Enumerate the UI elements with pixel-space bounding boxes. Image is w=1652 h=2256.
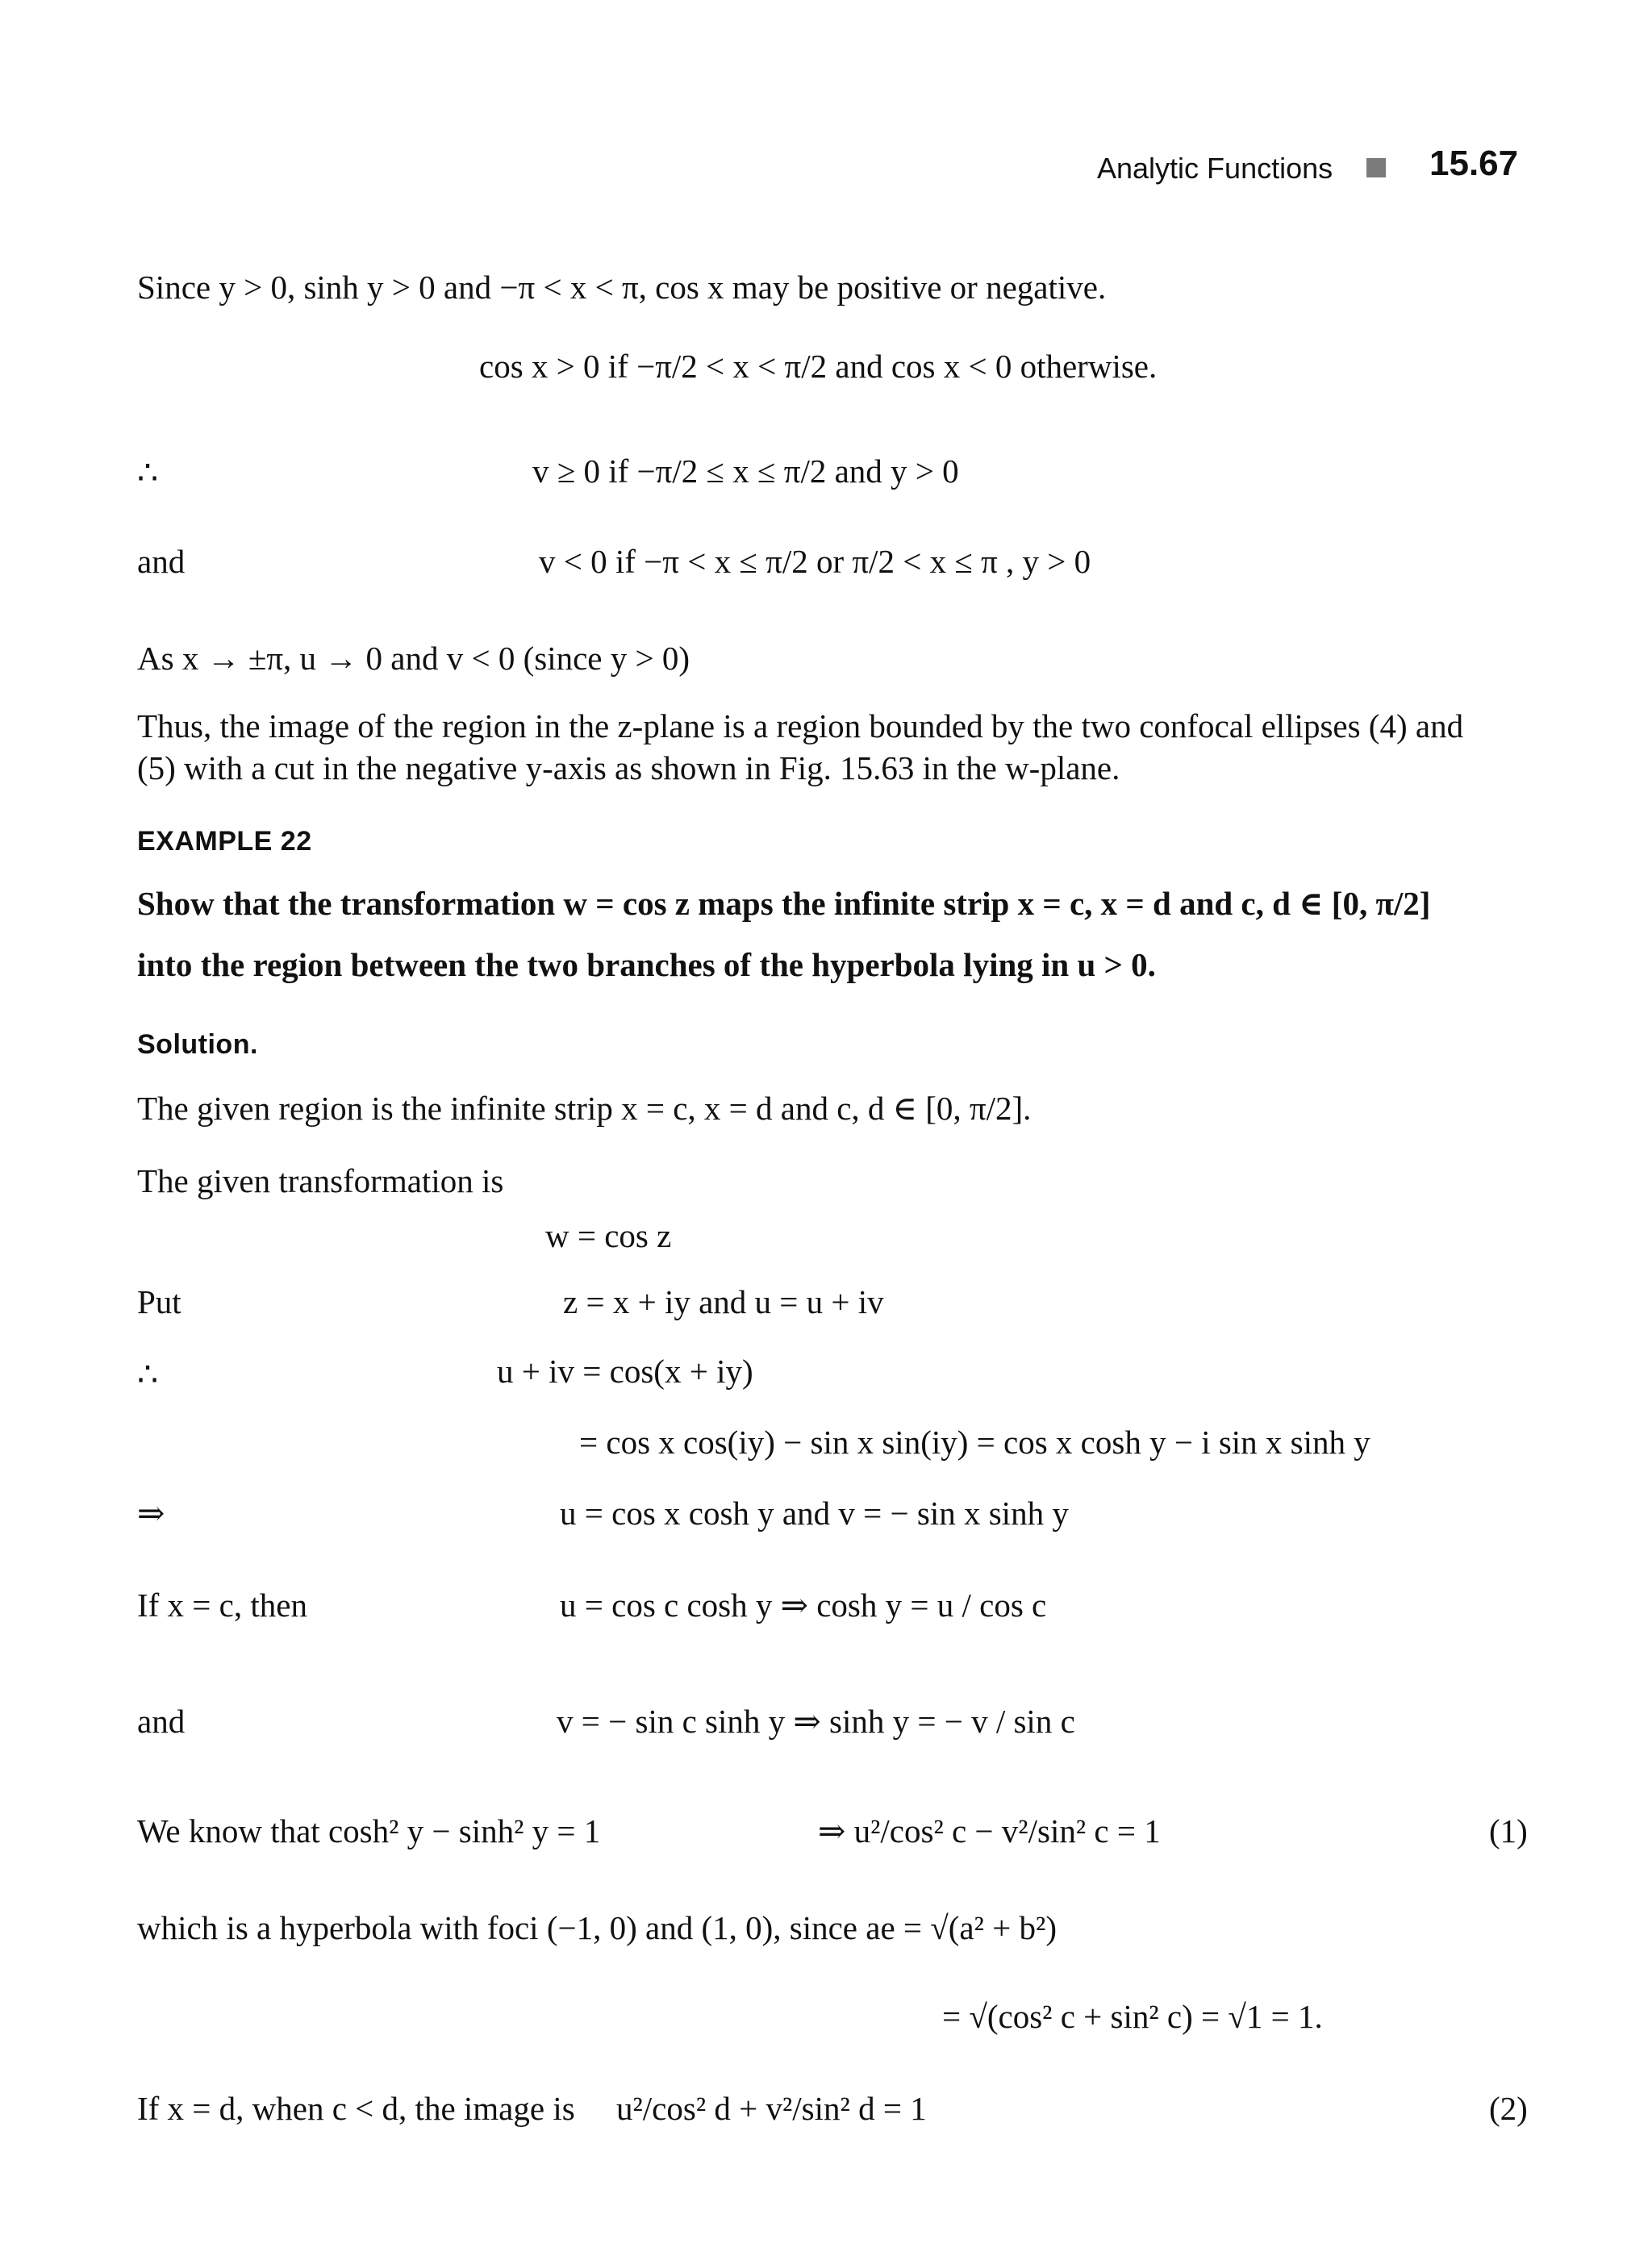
solution-label: Solution. xyxy=(137,1029,258,1060)
example-statement: into the region between the two branches of the hyperbola lying in u > 0. xyxy=(137,946,1156,983)
text-line: Since y > 0, sinh y > 0 and −π < x < π, cos x may be positive or negative. xyxy=(137,269,1107,306)
equation-line: w = cos z xyxy=(545,1217,672,1254)
equation-line: u²/cos² d + v²/sin² d = 1 xyxy=(616,2090,927,2127)
equation-line: u + iv = cos(x + iy) xyxy=(497,1353,753,1390)
and-label: and xyxy=(137,543,186,580)
identity-label: We know that cosh² y − sinh² y = 1 xyxy=(137,1812,601,1849)
equation-line: v < 0 if −π < x ≤ π/2 or π/2 < x ≤ π , y > 0 xyxy=(539,543,1091,580)
implies-label: ⇒ xyxy=(137,1495,165,1532)
and-label: and xyxy=(137,1703,186,1740)
text-line: The given region is the infinite strip x = c, x = d and c, d ∈ [0, π/2]. xyxy=(137,1090,1032,1127)
equation-number: (2) xyxy=(1489,2090,1528,2127)
text-line: which is a hyperbola with foci (−1, 0) and (1, 0), since ae = √(a² + b²) xyxy=(137,1909,1057,1946)
equation-line: u = cos c cosh y ⇒ cosh y = u / cos c xyxy=(560,1587,1047,1624)
condition-label: If x = c, then xyxy=(137,1587,307,1624)
page-number: 15.67 xyxy=(1429,144,1519,183)
equation-line: u = cos x cosh y and v = − sin x sinh y xyxy=(560,1495,1069,1532)
condition-label: If x = d, when c < d, the image is xyxy=(137,2090,575,2127)
example-statement: Show that the transformation w = cos z maps the infinite strip x = c, x = d and c, d ∈ [0, π/2] xyxy=(137,885,1431,922)
equation-number: (1) xyxy=(1489,1812,1528,1849)
text-line: (5) with a cut in the negative y-axis as shown in Fig. 15.63 in the w-plane. xyxy=(137,749,1120,786)
equation-line: ⇒ u²/cos² c − v²/sin² c = 1 xyxy=(818,1812,1161,1849)
text-line: As x → ±π, u → 0 and v < 0 (since y > 0) xyxy=(137,640,690,677)
equation-line: = √(cos² c + sin² c) = √1 = 1. xyxy=(942,1998,1323,2035)
therefore-label: ∴ xyxy=(137,1356,159,1393)
example-label: EXAMPLE 22 xyxy=(137,826,312,857)
therefore-label: ∴ xyxy=(137,454,159,491)
equation-line: cos x > 0 if −π/2 < x < π/2 and cos x < 0 otherwise. xyxy=(479,348,1158,385)
chapter-title: Analytic Functions xyxy=(1097,152,1333,185)
equation-line: z = x + iy and u = u + iv xyxy=(563,1283,884,1320)
put-label: Put xyxy=(137,1283,181,1320)
equation-line: = cos x cos(iy) − sin x sin(iy) = cos x cosh y − i sin x sinh y xyxy=(579,1424,1370,1461)
text-line: The given transformation is xyxy=(137,1162,504,1199)
equation-line: v = − sin c sinh y ⇒ sinh y = − v / sin c xyxy=(557,1703,1075,1740)
header-square-icon xyxy=(1366,158,1386,177)
equation-line: v ≥ 0 if −π/2 ≤ x ≤ π/2 and y > 0 xyxy=(532,452,959,490)
text-line: Thus, the image of the region in the z-plane is a region bounded by the two confocal ellipses (4) and xyxy=(137,707,1464,744)
